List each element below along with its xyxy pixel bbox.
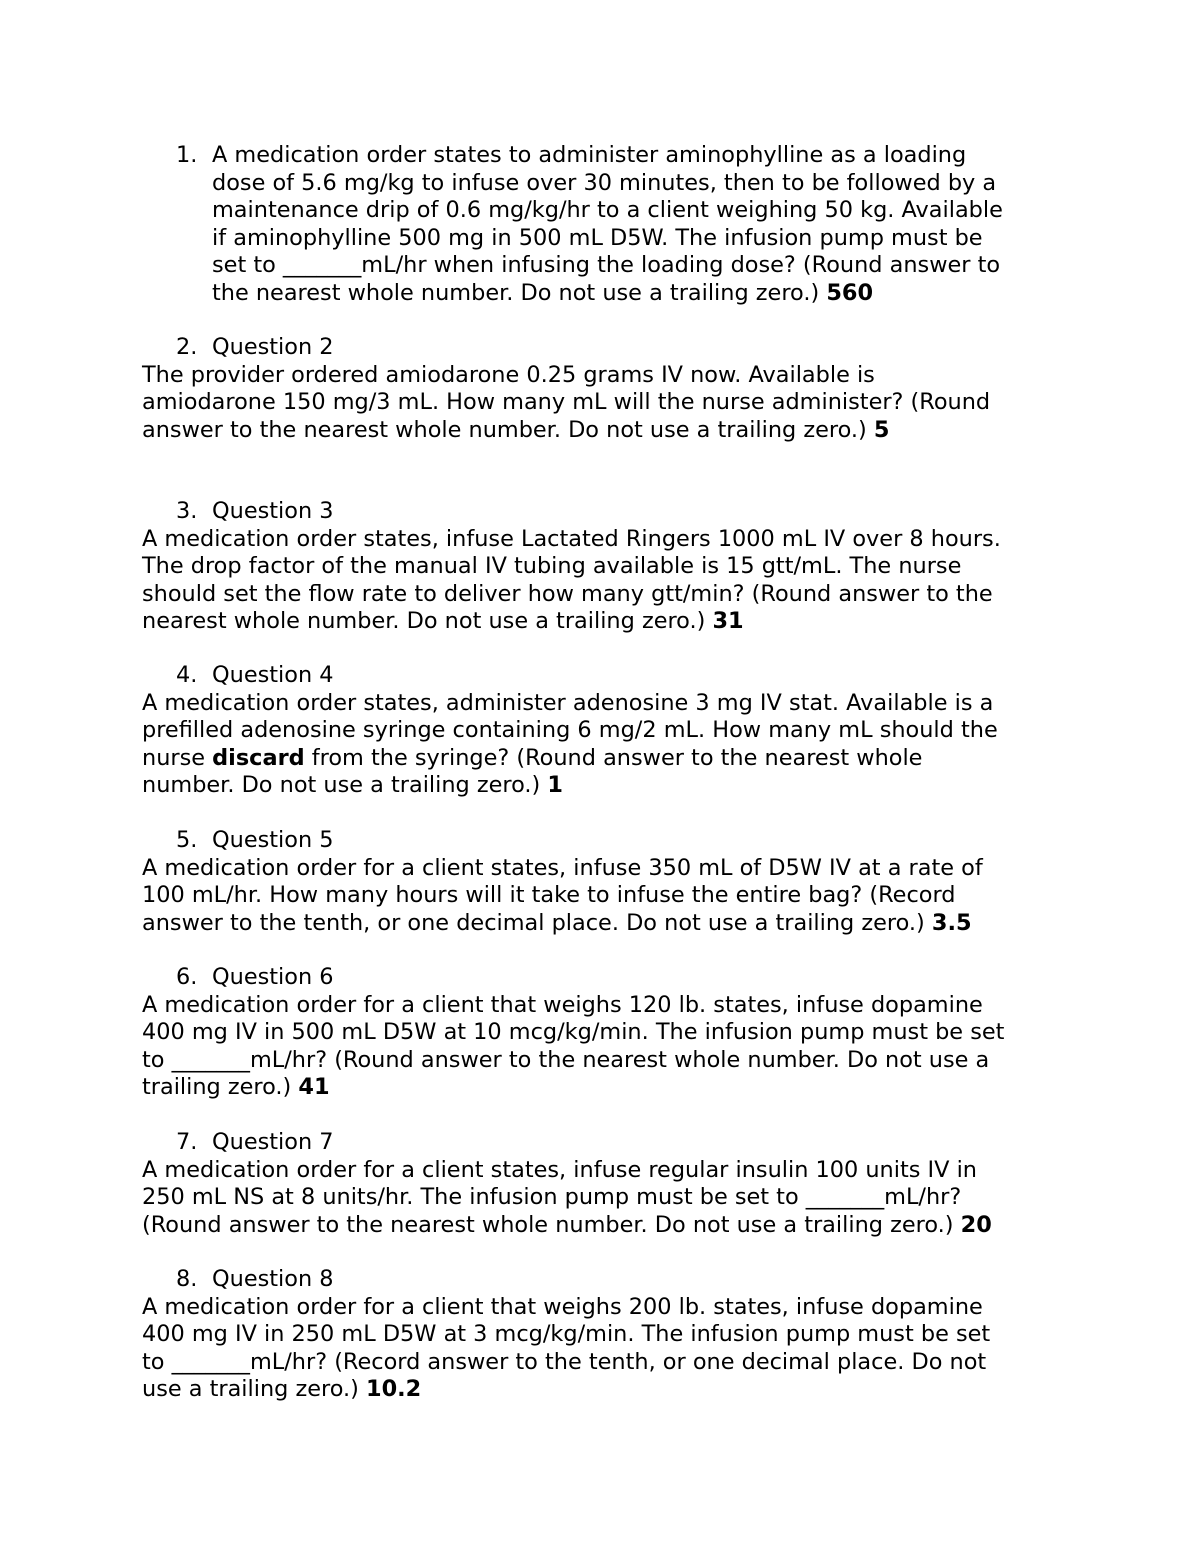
- question-title: Question 2: [212, 334, 334, 360]
- question-text-line: A medication order for a client that weighs 200 lb. states, infuse dopamine: [142, 1293, 983, 1320]
- question-title: Question 4: [212, 662, 334, 688]
- question-title: Question 7: [212, 1129, 334, 1155]
- question-text-line: [142, 417, 890, 445]
- answer: 10.2: [366, 1376, 422, 1402]
- question-text-line: 250 mL NS at 8 units/hr. The infusion pump must be set to _______mL/hr?: [142, 1184, 962, 1210]
- question-text: (Round answer to the nearest whole number. Do not use a trailing zero.): [142, 1211, 954, 1238]
- question-text: nearest whole number. Do not use a trailing zero.): [142, 608, 706, 634]
- question-number: 3.: [176, 498, 198, 524]
- question-text-line: maintenance drip of 0.6 mg/kg/hr to a client weighing 50 kg. Available: [212, 197, 1003, 223]
- question-text-line: A medication order states to administer aminophylline as a loading: [212, 142, 967, 168]
- question-title: Question 5: [212, 827, 334, 853]
- question-text-line: 100 mL/hr. How many hours will it take to infuse the entire bag? (Record: [142, 882, 956, 908]
- question-text-line: 400 mg IV in 250 mL D5W at 3 mcg/kg/min. The infusion pump must be set: [142, 1321, 991, 1347]
- question-text-line: A medication order states, administer adenosine 3 mg IV stat. Available is a: [142, 689, 994, 716]
- question-text-line: [142, 608, 744, 636]
- question-text-line: [142, 1376, 421, 1404]
- question-text-line: 400 mg IV in 500 mL D5W at 10 mcg/kg/min. The infusion pump must be set: [142, 1019, 1005, 1045]
- question-text-line: set to _______mL/hr when infusing the loading dose? (Round answer to: [212, 252, 1001, 278]
- question-text-line: to _______mL/hr? (Round answer to the nearest whole number. Do not use a: [142, 1046, 990, 1073]
- question-text: use a trailing zero.): [142, 1376, 359, 1402]
- question-text-line: if aminophylline 500 mg in 500 mL D5W. The infusion pump must be: [212, 224, 983, 251]
- question-number: 7.: [176, 1129, 198, 1155]
- question-text-line: A medication order for a client that weighs 120 lb. states, infuse dopamine: [142, 991, 983, 1018]
- question-number: 6.: [176, 964, 198, 990]
- question-text-line: A medication order for a client states, infuse regular insulin 100 units IV in: [142, 1156, 977, 1183]
- question-text-line: [142, 1074, 330, 1102]
- answer: 3.5: [931, 909, 972, 936]
- answer: 5: [873, 416, 890, 443]
- question-text-line: amiodarone 150 mg/3 mL. How many mL will the nurse administer? (Round: [142, 389, 991, 415]
- question-text-line: The provider ordered amiodarone 0.25 grams IV now. Available is: [142, 361, 875, 388]
- question-text-line: prefilled adenosine syringe containing 6 mg/2 mL. How many mL should the: [142, 717, 998, 743]
- question-text: answer to the tenth, or one decimal place. Do not use a trailing zero.): [142, 909, 925, 936]
- question-text: the nearest whole number. Do not use a trailing zero.): [212, 279, 820, 306]
- question-text-line: A medication order for a client states, infuse 350 mL of D5W IV at a rate of: [142, 854, 983, 881]
- answer: 560: [826, 279, 874, 306]
- question-text-line: should set the flow rate to deliver how many gtt/min? (Round answer to the: [142, 580, 993, 607]
- question-title: Question 3: [212, 498, 334, 524]
- question-number: 8.: [176, 1266, 198, 1292]
- question-text-line: The drop factor of the manual IV tubing available is 15 gtt/mL. The nurse: [142, 553, 962, 579]
- question-text-line: [142, 745, 922, 773]
- question-title: Question 6: [212, 964, 334, 990]
- question-text: nurse: [142, 744, 206, 771]
- answer: 41: [298, 1074, 330, 1100]
- question-text: from the syringe? (Round answer to the nearest whole: [311, 744, 923, 771]
- question-number: 2.: [176, 334, 198, 360]
- question-text-line: [142, 910, 972, 938]
- question-text: answer to the nearest whole number. Do not use a trailing zero.): [142, 416, 867, 443]
- answer: 31: [712, 608, 744, 634]
- question-text: number. Do not use a trailing zero.): [142, 772, 541, 798]
- question-text: trailing zero.): [142, 1074, 292, 1100]
- question-text-line: [212, 280, 873, 308]
- emphasis-discard: discard: [212, 744, 305, 771]
- answer: 1: [547, 772, 564, 798]
- question-number: 1.: [176, 142, 198, 168]
- question-text-line: [142, 1212, 992, 1240]
- question-number: 4.: [176, 662, 198, 688]
- answer: 20: [960, 1211, 992, 1238]
- question-text-line: A medication order states, infuse Lactated Ringers 1000 mL IV over 8 hours.: [142, 525, 1001, 552]
- question-text-line: to _______mL/hr? (Record answer to the tenth, or one decimal place. Do not: [142, 1348, 987, 1375]
- question-text-line: [142, 772, 563, 800]
- question-number: 5.: [176, 827, 198, 853]
- question-title: Question 8: [212, 1266, 334, 1292]
- question-text-line: dose of 5.6 mg/kg to infuse over 30 minutes, then to be followed by a: [212, 169, 997, 196]
